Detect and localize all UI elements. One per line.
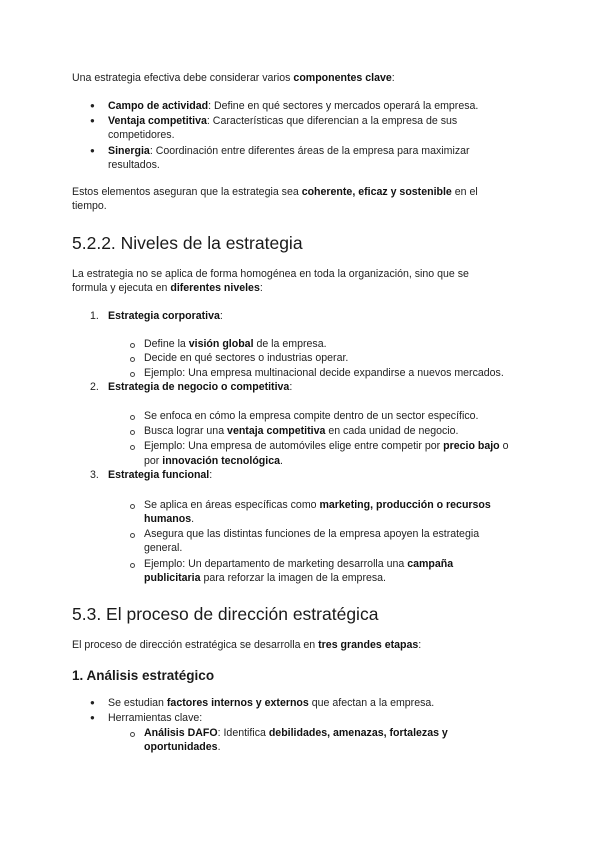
- circle-bullet-icon: [130, 533, 135, 538]
- sub-item: Ejemplo: Una empresa de automóviles elige entre competir por precio bajo o: [144, 440, 509, 452]
- list-item: Sinergia: Coordinación entre diferentes áreas de la empresa para maximizar: [108, 145, 470, 157]
- bullet-icon: ●: [90, 698, 95, 707]
- circle-bullet-icon: [130, 372, 135, 377]
- circle-bullet-icon: [130, 343, 135, 348]
- sub-item-continuation: general.: [144, 542, 183, 554]
- sub-item: Ejemplo: Un departamento de marketing desarrolla una campaña: [144, 558, 454, 570]
- sub-item: Se enfoca en cómo la empresa compite dentro de un sector específico.: [144, 410, 479, 422]
- subsection-heading: 1. Análisis estratégico: [72, 668, 215, 683]
- section-heading-522: 5.2.2. Niveles de la estrategia: [72, 233, 303, 253]
- levels-intro-continuation: formula y ejecuta en diferentes niveles:: [72, 282, 263, 294]
- bullet-icon: ●: [90, 116, 95, 125]
- bullet-icon: ●: [90, 101, 95, 110]
- circle-bullet-icon: [130, 357, 135, 362]
- summary-paragraph: Estos elementos aseguran que la estrategia sea coherente, eficaz y sostenible en el: [72, 186, 478, 198]
- bullet-icon: ●: [90, 713, 95, 722]
- circle-bullet-icon: [130, 732, 135, 737]
- sub-item-continuation: publicitaria para reforzar la imagen de la empresa.: [144, 572, 386, 584]
- level-title: Estrategia funcional:: [108, 469, 213, 481]
- circle-bullet-icon: [130, 445, 135, 450]
- list-number: 3.: [90, 469, 99, 481]
- sub-item: Análisis DAFO: Identifica debilidades, amenazas, fortalezas y: [144, 727, 448, 739]
- sub-item: Asegura que las distintas funciones de la empresa apoyen la estrategia: [144, 528, 480, 540]
- bullet-icon: ●: [90, 146, 95, 155]
- levels-intro: La estrategia no se aplica de forma homogénea en toda la organización, sino que se: [72, 268, 469, 280]
- list-number: 1.: [90, 310, 99, 322]
- section-heading-53: 5.3. El proceso de dirección estratégica: [72, 604, 379, 624]
- circle-bullet-icon: [130, 563, 135, 568]
- list-item: Herramientas clave:: [108, 712, 203, 724]
- sub-item-continuation: humanos.: [144, 513, 195, 525]
- list-item-continuation: resultados.: [108, 159, 160, 171]
- level-title: Estrategia corporativa:: [108, 310, 223, 322]
- level-title: Estrategia de negocio o competitiva:: [108, 381, 293, 393]
- sub-item: Busca lograr una ventaja competitiva en cada unidad de negocio.: [144, 425, 459, 437]
- sub-item: Decide en qué sectores o industrias operar.: [144, 352, 349, 364]
- sub-item: Ejemplo: Una empresa multinacional decide expandirse a nuevos mercados.: [144, 367, 504, 379]
- circle-bullet-icon: [130, 504, 135, 509]
- process-intro: El proceso de dirección estratégica se desarrolla en tres grandes etapas:: [72, 639, 422, 651]
- list-item: Campo de actividad: Define en qué sectores y mercados operará la empresa.: [108, 100, 479, 112]
- summary-paragraph-continuation: tiempo.: [72, 200, 107, 212]
- sub-item: Se aplica en áreas específicas como marketing, producción o recursos: [144, 499, 491, 511]
- circle-bullet-icon: [130, 415, 135, 420]
- sub-item-continuation: por innovación tecnológica.: [144, 455, 283, 467]
- sub-item: Define la visión global de la empresa.: [144, 338, 327, 350]
- list-item-continuation: competidores.: [108, 129, 175, 141]
- sub-item-continuation: oportunidades.: [144, 741, 221, 753]
- intro-paragraph: Una estrategia efectiva debe considerar varios componentes clave:: [72, 72, 395, 84]
- circle-bullet-icon: [130, 430, 135, 435]
- list-number: 2.: [90, 381, 99, 393]
- list-item: Ventaja competitiva: Características que diferencian a la empresa de sus: [108, 115, 458, 127]
- list-item: Se estudian factores internos y externos que afectan a la empresa.: [108, 697, 435, 709]
